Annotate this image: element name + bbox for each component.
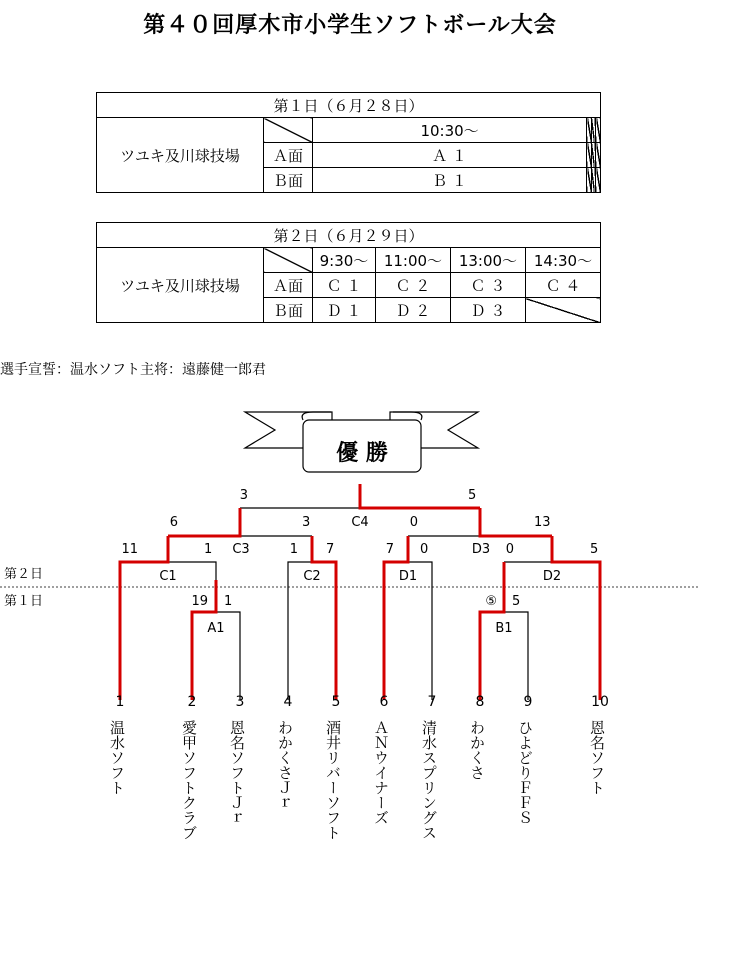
- game-a1-score-right: 1: [224, 594, 233, 609]
- day2-time-4: 14:30～: [525, 248, 600, 273]
- team-name: わかくさＪｒ: [276, 720, 294, 810]
- team-name: ＡＮウイナーズ: [372, 720, 390, 825]
- day2-game-d2: Ｄ ２: [375, 298, 450, 323]
- day1-venue: ツユキ及川球技場: [97, 118, 264, 193]
- game-c2-label: C2: [303, 569, 321, 584]
- day2-time-3: 13:00～: [450, 248, 525, 273]
- game-a1-score-left: 19: [191, 594, 208, 609]
- game-d2-label: D2: [542, 569, 562, 584]
- team-seed: 10: [591, 694, 609, 710]
- day2-game-c4: Ｃ ４: [525, 273, 600, 298]
- team-name: わかくさ: [468, 720, 486, 780]
- day2-header: 第２日（６月２９日）: [97, 223, 601, 248]
- day2-venue: ツユキ及川球技場: [97, 248, 264, 323]
- team-seed: 8: [475, 694, 485, 710]
- game-d1-score-left: 7: [385, 542, 394, 557]
- game-c1-label: C1: [159, 569, 177, 584]
- game-b1-score-left: ⑤: [485, 594, 497, 609]
- day1-header: 第１日（６月２８日）: [97, 93, 601, 118]
- team-seed: 5: [331, 694, 341, 710]
- game-c1-score-left: 11: [121, 542, 138, 557]
- day2-label: 第２日: [4, 567, 44, 582]
- game-a1-label: A1: [207, 621, 225, 636]
- game-c2-score-left: 1: [289, 542, 298, 557]
- team-seed: 6: [379, 694, 389, 710]
- game-c2-score-right: 7: [326, 542, 335, 557]
- game-c1-score-right: 1: [204, 542, 213, 557]
- banner-text: 優 勝: [336, 441, 388, 466]
- day2-game-c1: Ｃ １: [313, 273, 376, 298]
- day1-side-a: Ａ面: [264, 143, 313, 168]
- day2-game-c3: Ｃ ３: [450, 273, 525, 298]
- day1-game-a1: Ａ １: [313, 143, 587, 168]
- day2-time-2: 11:00～: [375, 248, 450, 273]
- day1-side-b: Ｂ面: [264, 168, 313, 193]
- day2-game-d1: Ｄ １: [313, 298, 376, 323]
- team-seed: 1: [115, 694, 125, 710]
- team-name: 酒井リバーソフト: [324, 720, 342, 840]
- day2-time-1: 9:30～: [313, 248, 376, 273]
- game-b1-score-right: 5: [512, 594, 521, 609]
- game-c3-score-left: 6: [169, 515, 178, 530]
- game-c4-label: C4: [351, 515, 369, 530]
- team-seed: 7: [427, 694, 437, 710]
- game-c3-label: C3: [232, 542, 250, 557]
- game-d3-score-left: 0: [409, 515, 418, 530]
- day2-game-c2: Ｃ ２: [375, 273, 450, 298]
- game-d2-score-left: 0: [505, 542, 514, 557]
- game-d2-score-right: 5: [590, 542, 599, 557]
- team-name: 愛甲ソフトクラブ: [180, 720, 198, 840]
- game-d1-score-right: 0: [420, 542, 429, 557]
- game-d1-label: D1: [398, 569, 418, 584]
- game-d3-score-right: 13: [534, 515, 551, 530]
- day1-label: 第１日: [4, 594, 44, 609]
- day2-side-a: Ａ面: [264, 273, 313, 298]
- game-c3-score-right: 3: [302, 515, 311, 530]
- team-seed: 4: [283, 694, 293, 710]
- day1-time-1: 10:30～: [313, 118, 587, 143]
- team-name: 恩名ソフトＪｒ: [228, 720, 246, 825]
- game-c4-score-right: 5: [468, 488, 477, 503]
- team-seed: 3: [235, 694, 245, 710]
- team-name: ひよどりＦＦＳ: [516, 720, 534, 825]
- page-title: 第４０回厚木市小学生ソフトボール大会: [143, 13, 557, 38]
- team-name: 清水スプリングス: [420, 720, 438, 840]
- day2-game-d3: Ｄ ３: [450, 298, 525, 323]
- team-name: 恩名ソフト: [588, 720, 606, 795]
- game-c4-score-left: 3: [239, 488, 248, 503]
- team-seed: 2: [187, 694, 197, 710]
- game-b1-label: B1: [495, 621, 513, 636]
- game-d3-label: D3: [471, 542, 491, 557]
- day2-side-b: Ｂ面: [264, 298, 313, 323]
- team-seed: 9: [523, 694, 533, 710]
- player-oath: 選手宣誓：温水ソフト主将：遠藤健一郎君: [0, 362, 266, 378]
- day1-game-b1: Ｂ １: [313, 168, 587, 193]
- team-name: 温水ソフト: [108, 720, 126, 795]
